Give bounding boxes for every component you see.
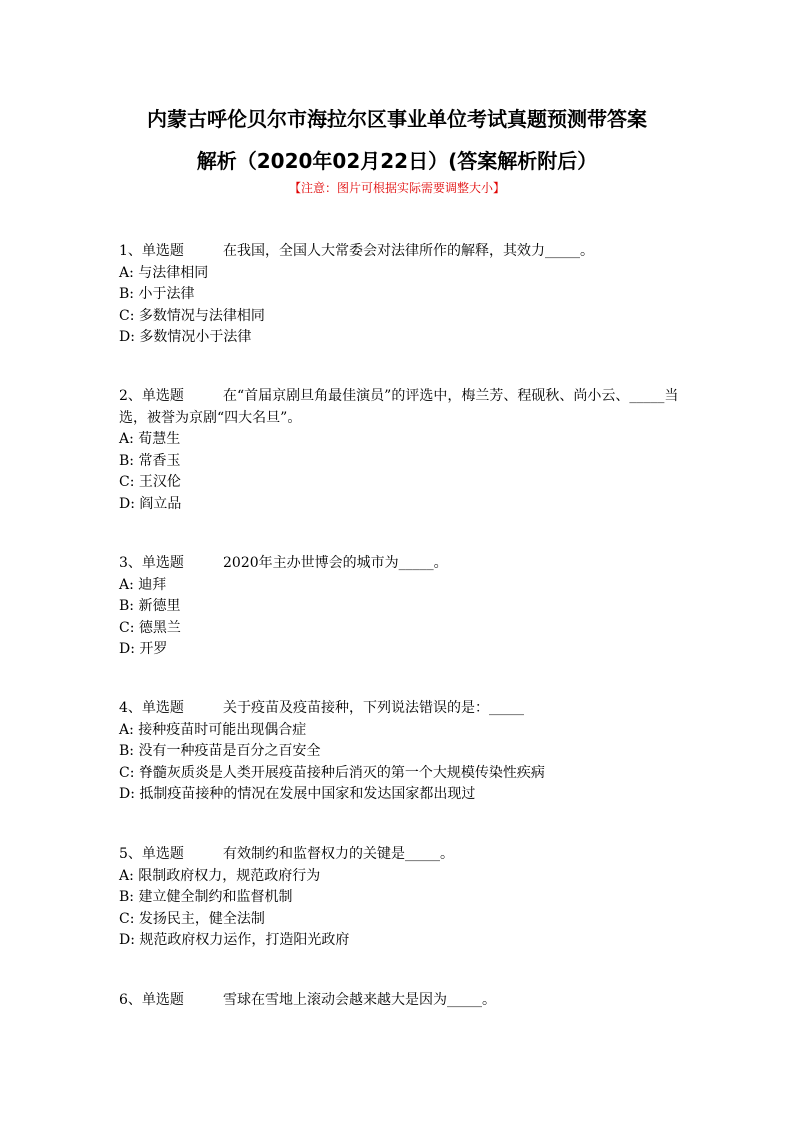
question-text: 有效制约和监督权力的关键是_____。	[223, 846, 454, 862]
question-5	[119, 844, 679, 952]
option-b: B: 没有一种疫苗是百分之百安全	[119, 743, 321, 759]
option-d: D: 开罗	[119, 641, 168, 657]
option-b: B: 小于法律	[119, 286, 195, 302]
question-number: 6、单选题	[119, 992, 184, 1008]
option-a: A: 荀慧生	[119, 431, 181, 447]
question-text: 关于疫苗及疫苗接种，下列说法错误的是：_____	[223, 700, 524, 716]
question-number: 3、单选题	[119, 555, 184, 571]
question-stem	[119, 844, 679, 866]
document-title-line-1: 内蒙古呼伦贝尔市海拉尔区事业单位考试真题预测带答案	[147, 107, 647, 131]
option-a: A: 限制政府权力，规范政府行为	[119, 867, 321, 884]
option-b: B: 新德里	[119, 598, 181, 614]
question-text: 在“首届京剧旦角最佳演员”的评选中，梅兰芳、程砚秋、尚小云、_____当选，被誉为京剧“四大名旦”。	[119, 388, 679, 426]
option-c: C: 王汉伦	[119, 474, 181, 490]
option-c: C: 多数情况与法律相同	[119, 307, 265, 324]
question-number: 4、单选题	[119, 700, 184, 716]
option-c: C: 脊髓灰质炎是人类开展疫苗接种后消灭的第一个大规模传染性疾病	[119, 764, 545, 781]
question-stem	[119, 990, 679, 1012]
question-stem	[119, 386, 679, 429]
question-number: 5、单选题	[119, 846, 184, 862]
question-text: 雪球在雪地上滚动会越来越大是因为_____。	[223, 992, 496, 1008]
question-1	[119, 241, 679, 349]
question-stem	[119, 698, 679, 720]
option-c: C: 发扬民主，健全法制	[119, 910, 265, 927]
option-d: D: 抵制疫苗接种的情况在发展中国家和发达国家都出现过	[119, 786, 476, 802]
option-a: A: 与法律相同	[119, 264, 209, 281]
option-d: D: 多数情况小于法律	[119, 329, 252, 345]
question-text: 在我国，全国人大常委会对法律所作的解释，其效力_____。	[223, 243, 594, 259]
question-text: 2020年主办世博会的城市为_____。	[223, 555, 448, 571]
notice-text: 【注意：图片可根据实际需要调整大小】	[288, 181, 505, 195]
option-a: A: 接种疫苗时可能出现偶合症	[119, 721, 307, 738]
question-6	[119, 990, 679, 1012]
question-2	[119, 386, 679, 515]
option-a: A: 迪拜	[119, 576, 167, 593]
question-stem	[119, 553, 679, 575]
option-b: B: 建立健全制约和监督机制	[119, 889, 293, 905]
option-d: D: 规范政府权力运作，打造阳光政府	[119, 932, 350, 948]
option-d: D: 阎立品	[119, 495, 182, 512]
option-c: C: 德黑兰	[119, 619, 181, 636]
question-number: 2、单选题	[119, 388, 184, 404]
document-title-line-2: 解析（2020年02月22日）(答案解析附后）	[196, 149, 598, 173]
question-stem	[119, 241, 679, 263]
question-number: 1、单选题	[119, 243, 184, 259]
question-4	[119, 698, 679, 806]
option-b: B: 常香玉	[119, 452, 181, 469]
question-3	[119, 553, 679, 661]
